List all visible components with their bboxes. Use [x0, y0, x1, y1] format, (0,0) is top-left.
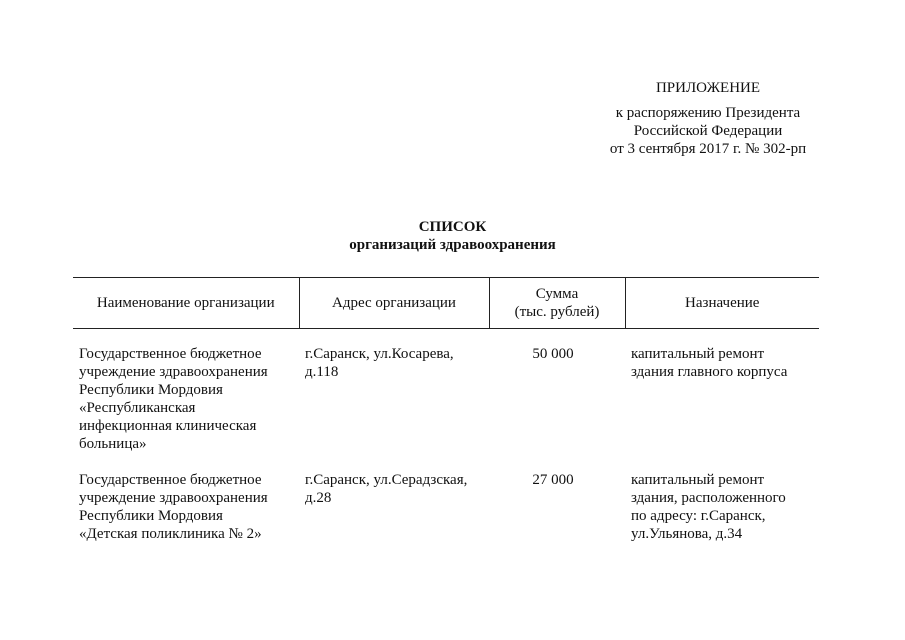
cell-amount: 27 000 [532, 472, 574, 488]
cell-address [299, 329, 489, 454]
cell-address [299, 453, 489, 543]
cell-amount: 50 000 [532, 346, 574, 362]
cell-line: «Республиканская [79, 400, 196, 416]
cell-line: учреждение здравоохранения [79, 364, 268, 380]
cell-line: ул.Ульянова, д.34 [631, 526, 743, 542]
annex-title: ПРИЛОЖЕНИЕ [655, 80, 761, 96]
header-purpose: Назначение [625, 278, 819, 329]
cell-line: капитальный ремонт [631, 346, 765, 362]
cell-line: д.28 [305, 490, 332, 506]
table-row [73, 453, 819, 543]
cell-line: капитальный ремонт [631, 472, 765, 488]
cell-line: г.Саранск, ул.Косарева, [305, 346, 454, 362]
cell-line: больница» [79, 436, 147, 452]
cell-line: здания, расположенного [631, 490, 786, 506]
cell-name [73, 453, 299, 543]
cell-line: г.Саранск, ул.Серадзская, [305, 472, 468, 488]
cell-line: учреждение здравоохранения [79, 490, 268, 506]
cell-line: Государственное бюджетное [79, 346, 262, 362]
table-header-row [73, 278, 819, 329]
cell-line: Государственное бюджетное [79, 472, 262, 488]
cell-line: по адресу: г.Саранск, [631, 508, 766, 524]
cell-purpose [625, 453, 819, 543]
cell-line: здания главного корпуса [631, 364, 788, 380]
header-amount-line: Сумма [535, 286, 579, 302]
header-address: Адрес организации [299, 278, 489, 329]
list-heading [0, 218, 905, 254]
cell-line: Республики Мордовия [79, 382, 223, 398]
list-title: СПИСОК [418, 219, 487, 235]
annex-line: от 3 сентября 2017 г. № 302-рп [609, 141, 807, 157]
list-subtitle: организаций здравоохранения [349, 237, 556, 253]
header-name: Наименование организации [73, 278, 299, 329]
table-row [73, 329, 819, 454]
header-amount [489, 278, 625, 329]
cell-line: Республики Мордовия [79, 508, 223, 524]
cell-line: д.118 [305, 364, 339, 380]
cell-line: «Детская поликлиника № 2» [79, 526, 262, 542]
cell-name [73, 329, 299, 454]
annex-line: Российской Федерации [633, 123, 783, 139]
annex-line: к распоряжению Президента [615, 105, 801, 121]
header-amount-line: (тыс. рублей) [514, 304, 600, 320]
cell-purpose [625, 329, 819, 454]
organizations-table [73, 277, 819, 543]
annex-block [560, 79, 856, 158]
cell-line: инфекционная клиническая [79, 418, 257, 434]
